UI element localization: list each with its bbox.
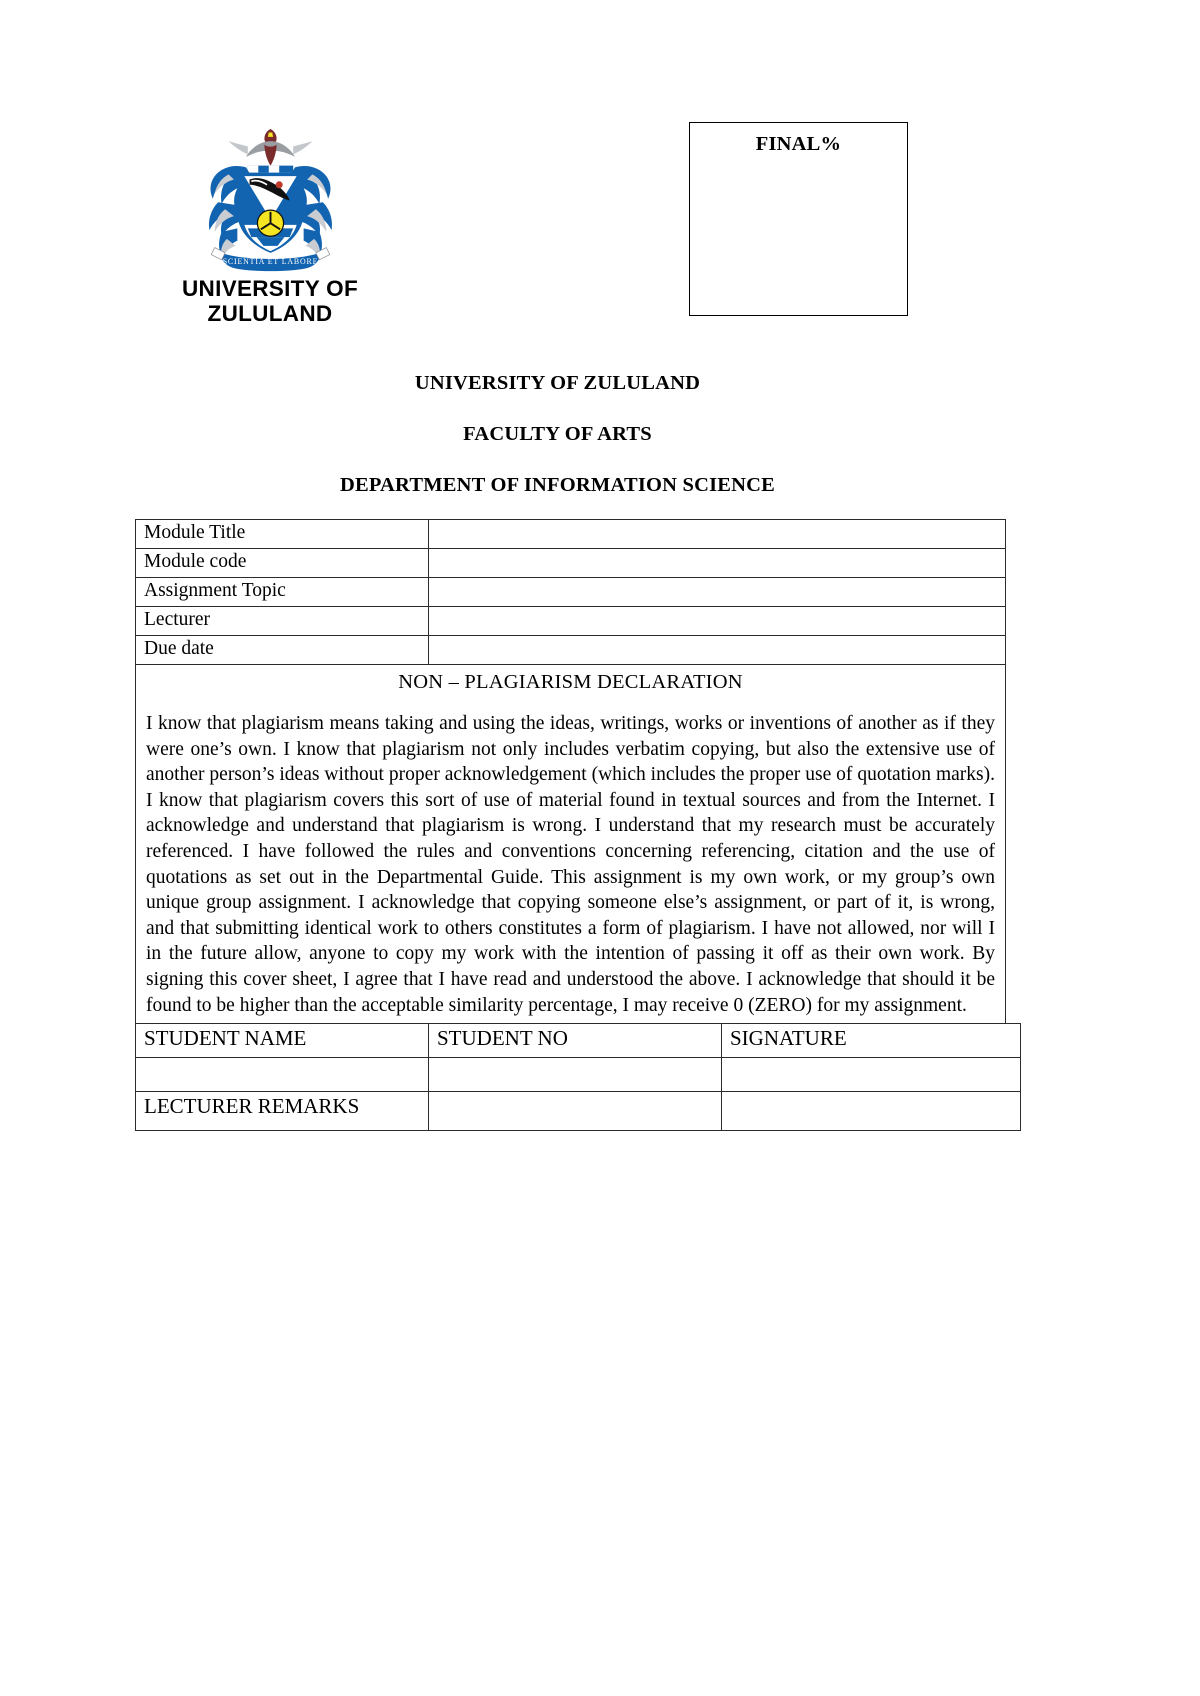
- university-coat-of-arms-icon: [183, 122, 358, 272]
- field-lecturer-remarks-2[interactable]: [429, 1091, 722, 1130]
- signature-table: [135, 1023, 1021, 1131]
- label-module-code: Module code: [136, 549, 429, 578]
- label-lecturer-remarks: LECTURER REMARKS: [136, 1091, 429, 1130]
- table-row: [136, 549, 1006, 578]
- page-header: [135, 112, 980, 347]
- field-student-name[interactable]: [136, 1057, 429, 1091]
- label-module-title: Module Title: [136, 520, 429, 549]
- label-assignment-topic: Assignment Topic: [136, 578, 429, 607]
- field-module-title[interactable]: [429, 520, 1006, 549]
- final-percentage-label: FINAL%: [755, 133, 842, 155]
- heading-department: DEPARTMENT OF INFORMATION SCIENCE: [339, 474, 776, 496]
- logo-line-1: UNIVERSITY OF: [181, 276, 358, 301]
- university-logo: [160, 122, 380, 326]
- table-row: [136, 1057, 1021, 1091]
- field-lecturer-remarks-3[interactable]: [722, 1091, 1021, 1130]
- heading-faculty: FACULTY OF ARTS: [463, 423, 652, 445]
- field-student-no[interactable]: [429, 1057, 722, 1091]
- field-assignment-topic[interactable]: [429, 578, 1006, 607]
- table-row: [136, 607, 1006, 636]
- declaration-row: [136, 665, 1006, 1024]
- final-percentage-box[interactable]: [689, 122, 908, 316]
- table-row: [136, 578, 1006, 607]
- table-row: [136, 636, 1006, 665]
- column-header-student-name: STUDENT NAME: [136, 1023, 429, 1057]
- declaration-body: I know that plagiarism means taking and using the ideas, writings, works or inventions of another as if they were one’s own. I know that plagiarism not only includes verbatim copying, but also the extensive use of another person’s ideas without proper acknowledgement (which includes the proper use of quotation marks). I know that plagiarism covers this sort of use of material found in textual sources and from the Internet. I acknowledge and understand that plagiarism is wrong. I understand that my research must be accurately referenced. I have followed the rules and conventions concerning referencing, citation and the use of quotations as set out in the Departmental Guide. This assignment is my own work, or my group’s own unique group assignment. I acknowledge that copying someone else’s assignment, or part of it, is wrong, and that submitting identical work to others constitutes a form of plagiarism. I have not allowed, nor will I in the future allow, anyone to copy my work with the intention of passing it off as their own work. By signing this cover sheet, I agree that I have read and understood the above. I acknowledge that should it be found to be higher than the acceptable similarity percentage, I may receive 0 (ZERO) for my assignment.: [146, 713, 995, 1016]
- svg-text:SCIENTIA ET LABORE: SCIENTIA ET LABORE: [222, 257, 318, 267]
- label-due-date: Due date: [136, 636, 429, 665]
- declaration-cell: [136, 665, 1006, 1024]
- assignment-info-table: [135, 519, 1006, 1024]
- column-header-signature: SIGNATURE: [722, 1023, 1021, 1057]
- title-block: [135, 372, 980, 497]
- label-lecturer: Lecturer: [136, 607, 429, 636]
- column-header-student-no: STUDENT NO: [429, 1023, 722, 1057]
- field-signature[interactable]: [722, 1057, 1021, 1091]
- table-row: [136, 520, 1006, 549]
- declaration-title: NON – PLAGIARISM DECLARATION: [398, 671, 743, 693]
- field-due-date[interactable]: [429, 636, 1006, 665]
- field-lecturer[interactable]: [429, 607, 1006, 636]
- field-module-code[interactable]: [429, 549, 1006, 578]
- table-row: [136, 1091, 1021, 1130]
- heading-university: UNIVERSITY OF ZULULAND: [414, 372, 701, 394]
- table-header-row: [136, 1023, 1021, 1057]
- logo-line-2: ZULULAND: [207, 301, 333, 326]
